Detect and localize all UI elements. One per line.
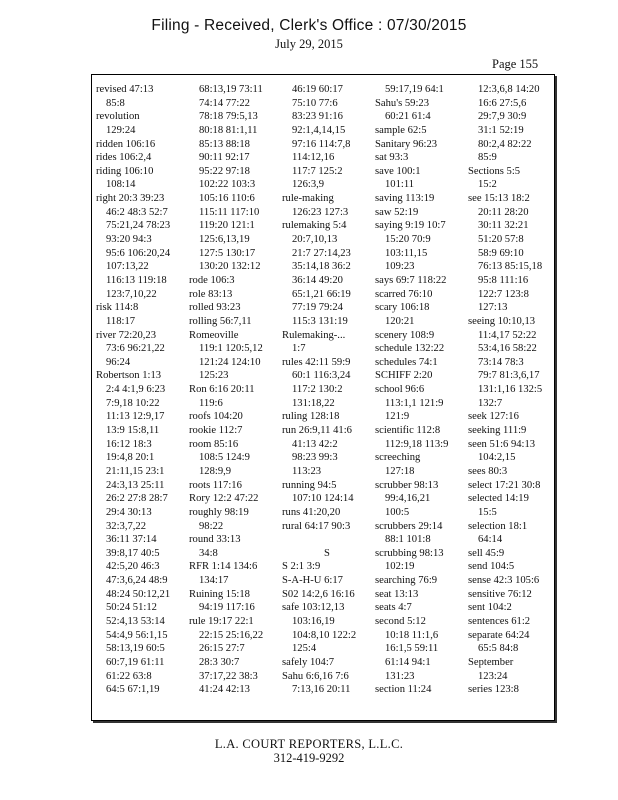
index-entry: 51:20 57:8: [478, 234, 524, 246]
index-entry: 60:1 116:3,24: [292, 370, 351, 382]
index-entry: seen 51:6 94:13: [468, 438, 536, 450]
index-entry: 29:4 30:13: [106, 506, 152, 518]
index-entry: 83:23 91:16: [292, 111, 343, 123]
index-entry: 26:15 27:7: [199, 643, 245, 655]
index-entry: 46:19 60:17: [292, 84, 343, 95]
index-entry: 115:11 117:10: [199, 206, 260, 218]
index-entry: 109:23: [385, 261, 415, 273]
index-entry: 76:13 85:15,18: [478, 261, 543, 273]
index-entry: 50:24 51:12: [106, 602, 157, 614]
index-entry: 1:7: [292, 343, 306, 355]
index-entry: 96:24: [106, 356, 131, 368]
index-entry: selected 14:19: [468, 493, 529, 505]
index-entry: schedule 132:22: [375, 343, 445, 355]
index-entry: 90:11 92:17: [199, 152, 250, 164]
index-entry: rolling 56:7,11: [189, 315, 252, 327]
index-entry: school 96:6: [375, 384, 425, 396]
index-entry: 77:19 79:24: [292, 302, 343, 314]
index-entry: 127:13: [478, 302, 508, 314]
index-entry: Sanitary 96:23: [375, 138, 438, 150]
index-entry: 58:9 69:10: [478, 247, 524, 259]
index-entry: 131:18,22: [292, 397, 335, 409]
index-entry: 22:15 25:16,22: [199, 629, 264, 641]
index-entry: sent 104:2: [468, 602, 512, 614]
index-entry: 125:4: [292, 643, 317, 655]
index-entry: 95:22 97:18: [199, 165, 250, 177]
index-column-4: [375, 83, 465, 697]
index-entry: 80:2,4 82:22: [478, 138, 532, 150]
index-entry: 32:3,7,22: [106, 520, 147, 532]
index-entry: 108:5 124:9: [199, 452, 250, 464]
index-entry: says 69:7 118:22: [375, 274, 447, 286]
index-entry: 60:7,19 61:11: [106, 656, 165, 668]
index-entry: 7:13,16 20:11: [292, 684, 351, 696]
index-entry: 75:21,24 78:23: [106, 220, 171, 232]
index-column-5: [468, 83, 558, 697]
index-entry: rolled 93:23: [189, 302, 241, 314]
index-entry: 10:18 11:1,6: [385, 629, 439, 641]
index-entry: 130:20 132:12: [199, 261, 261, 273]
index-entry: round 33:13: [189, 534, 241, 546]
index-entry: 103:16,19: [292, 615, 335, 627]
index-entry: scrubber 98:13: [375, 479, 439, 491]
index-entry: 73:14 78:3: [478, 356, 524, 368]
index-entry: September: [468, 656, 514, 668]
index-entry: 47:3,6,24 48:9: [106, 575, 168, 587]
index-entry: 125:6,13,19: [199, 234, 250, 246]
index-entry: 128:9,9: [199, 465, 232, 477]
index-entry: roots 117:16: [189, 479, 242, 491]
index-entry: 13:9 15:8,11: [106, 425, 160, 437]
index-entry: selection 18:1: [468, 520, 528, 532]
index-entry: 112:9,18 113:9: [385, 438, 449, 450]
index-entry: 65:1,21 66:19: [292, 288, 351, 300]
index-entry: runs 41:20,20: [282, 506, 341, 518]
index-entry: rulemaking 5:4: [282, 220, 347, 232]
index-entry: 115:3 131:19: [292, 315, 348, 327]
index-entry: sees 80:3: [468, 465, 508, 477]
index-entry: 131:1,16 132:5: [478, 384, 543, 396]
index-entry: 104:2,15: [478, 452, 516, 464]
index-entry: 98:22: [199, 520, 224, 532]
index-entry: scenery 108:9: [375, 329, 435, 341]
index-entry: Ron 6:16 20:11: [189, 384, 255, 396]
index-entry: select 17:21 30:8: [468, 479, 541, 491]
index-entry: safe 103:12,13: [282, 602, 345, 614]
index-entry: 35:14,18 36:2: [292, 261, 351, 273]
index-entry: Sahu's 59:23: [375, 97, 429, 109]
index-entry: 97:16 114:7,8: [292, 138, 351, 150]
index-entry: SCHIFF 2:20: [375, 370, 433, 382]
index-entry: 101:11: [385, 179, 415, 191]
index-entry: 46:2 48:3 52:7: [106, 206, 168, 218]
index-entry: Romeoville: [189, 329, 239, 341]
index-entry: 119:1 120:5,12: [199, 343, 263, 355]
index-entry: 15:20 70:9: [385, 234, 431, 246]
index-entry: 11:13 12:9,17: [106, 411, 165, 423]
index-entry: 107:13,22: [106, 261, 149, 273]
index-entry: scrubbers 29:14: [375, 520, 443, 532]
section-letter-heading: S: [324, 547, 330, 559]
index-entry: 16:12 18:3: [106, 438, 152, 450]
index-entry: 78:18 79:5,13: [199, 111, 258, 123]
index-entry: risk 114:8: [96, 302, 139, 314]
index-entry: 24:3,13 25:11: [106, 479, 165, 491]
index-entry: 21:11,15 23:1: [106, 465, 165, 477]
index-entry: room 85:16: [189, 438, 239, 450]
index-entry: rides 106:2,4: [96, 152, 152, 164]
index-entry: 100:5: [385, 506, 410, 518]
index-entry: searching 76:9: [375, 575, 438, 587]
index-entry: screeching: [375, 452, 421, 464]
index-entry: 134:17: [199, 575, 229, 587]
index-entry: ridden 106:16: [96, 138, 156, 150]
index-entry: 119:20 121:1: [199, 220, 255, 232]
index-entry: river 72:20,23: [96, 329, 157, 341]
index-entry: 114:12,16: [292, 152, 335, 164]
index-entry: scrubbing 98:13: [375, 547, 444, 559]
index-entry: saw 52:19: [375, 206, 419, 218]
filing-stamp: Filing - Received, Clerk's Office : 07/30/2015: [151, 17, 467, 34]
index-entry: scientific 112:8: [375, 425, 441, 437]
index-entry: 60:21 61:4: [385, 111, 431, 123]
index-column-2: [189, 83, 279, 697]
index-entry: 121:9: [385, 411, 410, 423]
index-entry: Sections 5:5: [468, 165, 521, 177]
index-entry: 108:14: [106, 179, 136, 191]
index-entry: seat 13:13: [375, 588, 419, 600]
index-entry: 37:17,22 38:3: [199, 670, 258, 682]
index-entry: running 94:5: [282, 479, 337, 491]
index-entry: RFR 1:14 134:6: [189, 561, 258, 573]
index-entry: 16:6 27:5,6: [478, 97, 527, 109]
index-entry: 85:13 88:18: [199, 138, 250, 150]
index-entry: send 104:5: [468, 561, 515, 573]
index-entry: seeing 10:10,13: [468, 315, 536, 327]
index-entry: series 123:8: [468, 684, 519, 696]
index-entry: 123:7,10,22: [106, 288, 157, 300]
index-entry: S-A-H-U 6:17: [282, 575, 343, 587]
index-entry: run 26:9,11 41:6: [282, 425, 352, 437]
index-entry: 116:13 119:18: [106, 274, 167, 286]
index-entry: 2:4 4:1,9 6:23: [106, 384, 166, 396]
court-reporter-name: L.A. COURT REPORTERS, L.L.C.: [214, 737, 404, 751]
index-entry: 68:13,19 73:11: [199, 84, 263, 95]
index-entry: 48:24 50:12,21: [106, 588, 171, 600]
index-entry: 99:4,16,21: [385, 493, 431, 505]
index-entry: 122:7 123:8: [478, 288, 529, 300]
index-entry: schedules 74:1: [375, 356, 438, 368]
page-number: Page 155: [492, 57, 539, 71]
index-entry: 75:10 77:6: [292, 97, 338, 109]
index-entry: right 20:3 39:23: [96, 193, 165, 205]
index-entry: saving 113:19: [375, 193, 435, 205]
index-entry: Rulemaking-...: [282, 329, 346, 341]
index-entry: 41:24 42:13: [199, 684, 250, 696]
index-entry: 80:18 81:1,11: [199, 124, 258, 136]
index-entry: section 11:24: [375, 684, 432, 696]
index-entry: 107:10 124:14: [292, 493, 354, 505]
index-entry: 126:23 127:3: [292, 206, 349, 218]
index-entry: 58:13,19 60:5: [106, 643, 165, 655]
index-entry: 117:2 130:2: [292, 384, 343, 396]
index-entry: 103:11,15: [385, 247, 428, 259]
index-entry: 121:24 124:10: [199, 356, 261, 368]
index-column-3: [282, 83, 372, 697]
index-entry: 104:8,10 122:2: [292, 629, 357, 641]
index-entry: 39:8,17 40:5: [106, 547, 160, 559]
index-entry: rode 106:3: [189, 274, 235, 286]
index-entry: rules 42:11 59:9: [282, 356, 351, 368]
index-entry: 28:3 30:7: [199, 656, 240, 668]
index-entry: second 5:12: [375, 615, 426, 627]
index-entry: 29:7,9 30:9: [478, 111, 527, 123]
index-entry: sell 45:9: [468, 547, 505, 559]
index-entry: save 100:1: [375, 165, 421, 177]
index-entry: 65:5 84:8: [478, 643, 519, 655]
index-entry: 85:8: [106, 97, 125, 109]
index-entry: sense 42:3 105:6: [468, 575, 540, 587]
index-entry: 98:23 99:3: [292, 452, 338, 464]
index-entry: seek 127:16: [468, 411, 519, 423]
index-entry: 52:4,13 53:14: [106, 615, 165, 627]
index-entry: 105:16 110:6: [199, 193, 255, 205]
index-entry: saying 9:19 10:7: [375, 220, 446, 232]
index-entry: role 83:13: [189, 288, 233, 300]
index-entry: 127:5 130:17: [199, 247, 256, 259]
index-entry: 120:21: [385, 315, 415, 327]
index-entry: revised 47:13: [96, 84, 154, 95]
index-entry: 129:24: [106, 124, 136, 136]
index-entry: roughly 98:19: [189, 506, 249, 518]
index-entry: 131:23: [385, 670, 415, 682]
index-entry: 102:19: [385, 561, 415, 573]
index-entry: 113:23: [292, 465, 322, 477]
index-entry: 126:3,9: [292, 179, 325, 191]
index-entry: 79:7 81:3,6,17: [478, 370, 540, 382]
index-entry: 31:1 52:19: [478, 124, 524, 136]
index-entry: 36:11 37:14: [106, 534, 157, 546]
index-entry: scary 106:18: [375, 302, 430, 314]
index-entry: 61:22 63:8: [106, 670, 152, 682]
index-entry: S02 14:2,6 16:16: [282, 588, 355, 600]
index-entry: 26:2 27:8 28:7: [106, 493, 168, 505]
index-entry: 54:4,9 56:1,15: [106, 629, 168, 641]
index-entry: 127:18: [385, 465, 415, 477]
index-entry: rookie 112:7: [189, 425, 243, 437]
index-entry: scarred 76:10: [375, 288, 433, 300]
index-entry: 21:7 27:14,23: [292, 247, 351, 259]
index-entry: 15:2: [478, 179, 497, 191]
index-entry: 94:19 117:16: [199, 602, 255, 614]
index-entry: 119:6: [199, 397, 223, 409]
index-entry: 20:11 28:20: [478, 206, 529, 218]
index-entry: 36:14 49:20: [292, 274, 343, 286]
court-reporter-phone: 312-419-9292: [273, 751, 345, 765]
index-entry: riding 106:10: [96, 165, 154, 177]
index-entry: [282, 533, 372, 547]
index-entry: 11:4,17 52:22: [478, 329, 537, 341]
index-entry: 12:3,6,8 14:20: [478, 84, 540, 95]
index-entry: safely 104:7: [282, 656, 335, 668]
index-entry: 88:1 101:8: [385, 534, 431, 546]
index-entry: sensitive 76:12: [468, 588, 532, 600]
index-entry: 34:8: [199, 547, 218, 559]
index-entry: 132:7: [478, 397, 503, 409]
index-entry: 95:6 106:20,24: [106, 247, 171, 259]
index-entry: sentences 61:2: [468, 615, 531, 627]
index-entry: rule 19:17 22:1: [189, 615, 254, 627]
index-entry: 64:5 67:1,19: [106, 684, 160, 696]
index-column-1: [96, 83, 186, 697]
index-entry: seeking 111:9: [468, 425, 527, 437]
index-entry: S 2:1 3:9: [282, 561, 321, 573]
index-entry: seats 4:7: [375, 602, 412, 614]
index-entry: 123:24: [478, 670, 508, 682]
index-entry: 61:14 94:1: [385, 656, 431, 668]
index-entry: 95:8 111:16: [478, 274, 529, 286]
index-entry: 16:1,5 59:11: [385, 643, 439, 655]
index-entry: ruling 128:18: [282, 411, 340, 423]
index-entry: sample 62:5: [375, 124, 427, 136]
index-entry: 19:4,8 20:1: [106, 452, 155, 464]
index-entry: 42:5,20 46:3: [106, 561, 160, 573]
index-entry: 15:5: [478, 506, 497, 518]
index-entry: 74:14 77:22: [199, 97, 250, 109]
index-entry: Sahu 6:6,16 7:6: [282, 670, 349, 682]
index-entry: Ruining 15:18: [189, 588, 250, 600]
index-entry: Robertson 1:13: [96, 370, 162, 382]
index-entry: 64:14: [478, 534, 503, 546]
index-entry: sat 93:3: [375, 152, 409, 164]
index-entry: 41:13 42:2: [292, 438, 338, 450]
index-entry: 85:9: [478, 152, 497, 164]
index-entry: 53:4,16 58:22: [478, 343, 537, 355]
index-entry: 102:22 103:3: [199, 179, 256, 191]
index-entry: rural 64:17 90:3: [282, 520, 351, 532]
index-entry: revolution: [96, 111, 140, 123]
index-entry: 117:7 125:2: [292, 165, 343, 177]
index-entry: 93:20 94:3: [106, 234, 152, 246]
index-entry: 92:1,4,14,15: [292, 124, 346, 136]
index-entry: see 15:13 18:2: [468, 193, 530, 205]
index-entry: 118:17: [106, 315, 136, 327]
index-entry: separate 64:24: [468, 629, 530, 641]
index-entry: Rory 12:2 47:22: [189, 493, 259, 505]
index-entry: 7:9,18 10:22: [106, 397, 160, 409]
index-frame: [91, 74, 555, 721]
document-date: July 29, 2015: [275, 37, 343, 51]
index-entry: 113:1,1 121:9: [385, 397, 444, 409]
index-entry: 59:17,19 64:1: [385, 84, 444, 95]
index-entry: roofs 104:20: [189, 411, 243, 423]
index-entry: 30:11 32:21: [478, 220, 529, 232]
index-entry: 73:6 96:21,22: [106, 343, 165, 355]
index-entry: 125:23: [199, 370, 229, 382]
index-entry: rule-making: [282, 193, 334, 205]
index-entry: 20:7,10,13: [292, 234, 338, 246]
